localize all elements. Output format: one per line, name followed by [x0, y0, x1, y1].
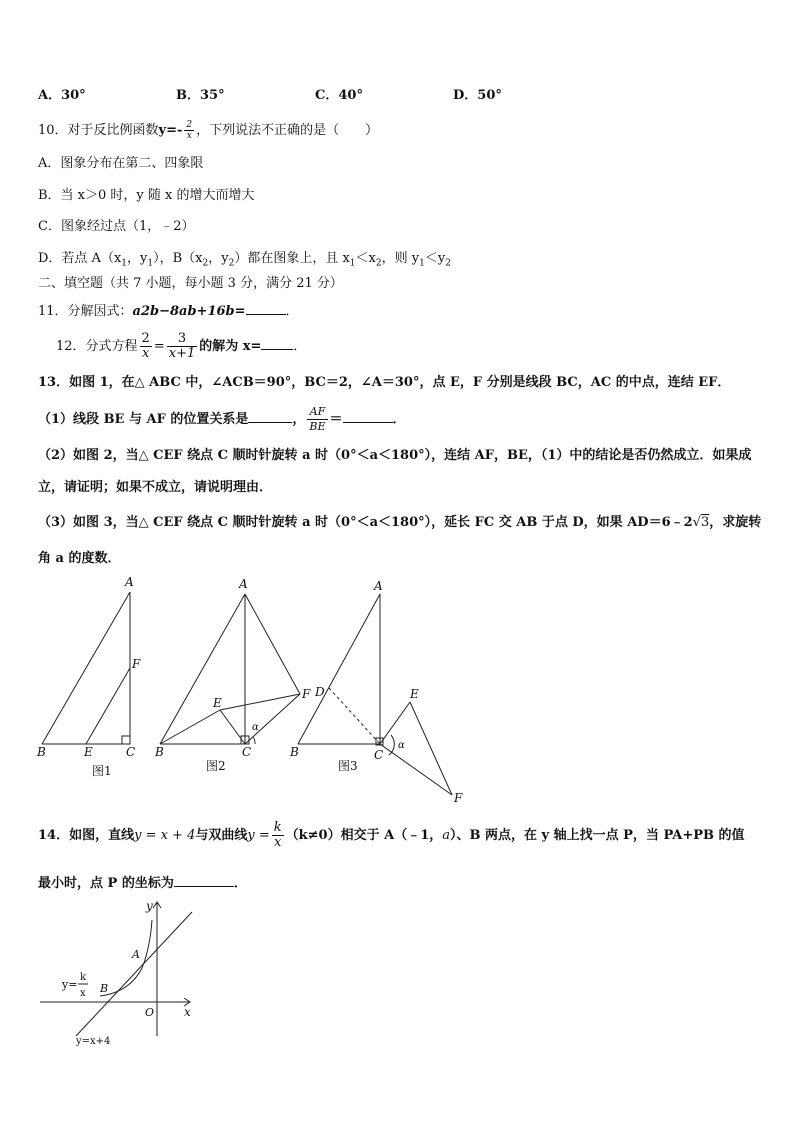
q12-end: ． — [293, 339, 307, 354]
q10-d-text: ＜x — [355, 251, 376, 266]
q10-stem-text: 10．对于反比例函数 — [38, 123, 159, 138]
q10-option-b: B．当 x＞0 时，y 随 x 的增大而增大 — [38, 188, 255, 203]
fig2-label-e: E — [213, 696, 222, 710]
fig1-label-a: A — [125, 575, 134, 589]
q10-frac-den: x — [186, 131, 192, 141]
fig14-label-x: x — [184, 1005, 191, 1019]
fig3-label-b: B — [290, 745, 299, 759]
fig3-segment-ef — [410, 702, 452, 795]
fig1-label-b: B — [37, 745, 46, 759]
q13-part3-line2: 角 a 的度数． — [38, 551, 121, 566]
fig14-line — [76, 912, 192, 1036]
q13-p1-blank-1[interactable] — [248, 410, 292, 423]
q14-line-eq: y = x + 4 — [134, 828, 196, 843]
q9-option-a: A．30° — [38, 88, 86, 103]
q10-d-text: ，y — [208, 251, 229, 266]
fig1-side-ab — [42, 592, 130, 744]
q14-mid: 与双曲线 — [195, 828, 248, 843]
q11-answer-blank[interactable] — [246, 302, 286, 315]
q13-figures — [0, 570, 794, 810]
fig2-side-ab — [160, 594, 245, 744]
q14-pre: 14．如图，直线 — [38, 828, 135, 843]
q10-d-text: ）都在图象上，且 x — [234, 251, 350, 266]
q13-fraction — [307, 405, 327, 434]
fig1-label-f: F — [132, 657, 141, 671]
q13-p1-eq: ＝ — [329, 412, 343, 427]
fig1-segment-ef — [86, 668, 130, 744]
fig3-label-d: D — [315, 685, 325, 699]
fig14-label-a: A — [132, 948, 140, 961]
q10-y: y= — [158, 123, 177, 138]
q12-rhs-num: 3 — [167, 332, 198, 347]
q10-d-sub: 2 — [228, 258, 235, 269]
fig14-line-label: y=x+4 — [76, 1036, 111, 1046]
fig14-hyp-label-k: k — [80, 972, 87, 983]
q11-pre: 11．分解因式： — [38, 304, 133, 319]
fig2-segment-cf — [245, 694, 300, 744]
fig3-label-a: A — [374, 579, 383, 593]
q12-eq: = — [153, 339, 165, 354]
q9-option-d: D．50° — [453, 88, 502, 103]
q14-hyp-fraction — [272, 821, 284, 850]
q12-lhs-num: 2 — [141, 331, 150, 346]
q13-p1-blank-2[interactable] — [343, 410, 393, 423]
fig3-label-e: E — [410, 687, 419, 701]
q10-option-a: A．图象分布在第二、四象限 — [38, 156, 204, 171]
q14-figure — [40, 896, 210, 1046]
q10-frac-num: 2 — [186, 120, 193, 130]
fig3-side-ab — [298, 594, 380, 744]
q10-d-sub: 1 — [349, 258, 356, 269]
q10-d-text: ，y — [127, 251, 148, 266]
fig14-label-y: y — [146, 899, 153, 913]
q10-fraction — [184, 120, 194, 141]
section-heading: 二、填空题（共 7 小题，每小题 3 分，满分 21 分） — [38, 276, 343, 291]
fig3-caption: 图3 — [338, 759, 358, 773]
q14-hyp-lhs: y = — [247, 828, 270, 843]
fig2-segment-ef — [220, 694, 300, 710]
q10-d-text: ），B（x — [153, 251, 203, 266]
fig3-angle-arc — [389, 735, 394, 755]
q13-part2-line1: （2）如图 2，当△ CEF 绕点 C 顺时针旋转 a 时（0°＜a＜180°），连结 AF，BE，（1）中的结论是否仍然成立．如果成 — [38, 448, 752, 463]
q11 — [38, 302, 299, 321]
q13-p1-end: ． — [392, 412, 406, 427]
q13-part2-line2: 立，请证明；如果不成立，请说明理由． — [38, 480, 273, 495]
q10-d-text: ，则 y — [381, 251, 420, 266]
q14-hyp-den: x — [274, 835, 282, 850]
q10-stem — [38, 120, 378, 141]
q12-pre: 12．分式方程 — [56, 339, 138, 354]
fig14-label-origin: O — [145, 1006, 155, 1019]
q13-p1-pre: （1）线段 BE 与 AF 的位置关系是 — [38, 412, 249, 427]
fig1-label-c: C — [126, 745, 136, 759]
q12-answer-blank[interactable] — [261, 337, 293, 350]
q12-rhs-fraction — [167, 332, 198, 361]
q13-frac-den: BE — [309, 420, 326, 433]
q12-lhs-fraction — [140, 332, 152, 361]
fig2-label-a: A — [239, 577, 248, 591]
q14-stem — [38, 818, 745, 854]
q11-expr: a2b−8ab+16b= — [132, 304, 246, 319]
q12 — [56, 330, 306, 364]
q14-a-var: a — [442, 828, 451, 843]
q12-post: 的解为 x= — [199, 339, 262, 354]
q12-rhs-den: x+1 — [168, 346, 196, 361]
q14-hyp-num: k — [273, 820, 282, 835]
q13-part1 — [38, 404, 406, 436]
q10-d-sub: 1 — [419, 258, 425, 269]
q14-post: ）、B 两点，在 y 轴上找一点 P，当 PA+PB 的值 — [450, 828, 745, 843]
sqrt-symbol: √ — [692, 515, 701, 530]
q14-cond: （k≠0）相交于 A（﹣1， — [285, 828, 443, 843]
fig1-label-e: E — [84, 745, 93, 759]
q13-sqrt-value: 3 — [700, 515, 710, 530]
q14-answer-blank[interactable] — [174, 874, 234, 887]
q10-d-sub: 2 — [375, 258, 382, 269]
q10-option-d — [38, 250, 451, 273]
q10-d-text: D．若点 A（x — [38, 251, 122, 266]
q14-line2 — [38, 874, 247, 893]
q10-neg: - — [177, 123, 183, 138]
q10-d-sub: 1 — [121, 258, 128, 269]
q13-p3-pre: （3）如图 3，当△ CEF 绕点 C 顺时针旋转 a 时（0°＜a＜180°），延长 FC 交 AB 于点 D，如果 AD＝6﹣2 — [38, 515, 693, 530]
fig2-segment-af — [245, 594, 300, 694]
q10-d-sub: 2 — [445, 258, 451, 269]
q10-d-sub: 1 — [147, 258, 154, 269]
q9-option-b: B．35° — [176, 88, 225, 103]
fig3-segment-cf — [380, 744, 452, 795]
q10-stem-post: ，下列说法不正确的是（ ） — [196, 123, 379, 138]
q14-line2-end: ． — [233, 876, 247, 891]
q14-line2-pre: 最小时，点 P 的坐标为 — [38, 876, 174, 891]
q10-option-c: C．图象经过点（1，﹣2） — [38, 219, 195, 234]
fig14-label-b: B — [100, 982, 109, 995]
q13-frac-num: AF — [307, 405, 327, 420]
q11-post: ． — [285, 304, 299, 319]
q13-stem: 13．如图 1，在△ ABC 中，∠ACB＝90°，BC＝2，∠A＝30°，点 E，F 分别是线段 BC，AC 的中点，连结 EF． — [38, 375, 731, 390]
fig2-caption: 图2 — [206, 759, 226, 773]
fig3-label-f: F — [454, 791, 463, 805]
fig1-right-angle-mark — [122, 736, 130, 744]
fig3-segment-dc-dashed — [329, 688, 380, 744]
q10-d-sub: 2 — [202, 258, 209, 269]
q13-part3-line1 — [38, 514, 761, 532]
fig2-label-c: C — [242, 745, 252, 759]
q10-d-text: ＜y — [424, 251, 446, 266]
fig14-hyp-label-x: x — [80, 988, 86, 999]
fig2-segment-be — [160, 710, 220, 744]
fig2-label-f: F — [302, 687, 311, 701]
fig2-label-alpha: α — [252, 722, 259, 733]
q9-option-c: C．40° — [315, 88, 363, 103]
q12-lhs-den: x — [142, 346, 150, 361]
fig1-caption: 图1 — [92, 764, 112, 778]
q13-p3-post: ，求旋转 — [709, 515, 762, 530]
fig2-angle-arc — [253, 737, 255, 744]
fig14-hyp-label-y: y= — [62, 978, 78, 991]
fig3-label-c: C — [374, 748, 384, 762]
fig2-label-b: B — [155, 745, 164, 759]
q13-p1-comma: ， — [292, 412, 306, 427]
fig3-label-alpha: α — [398, 740, 405, 751]
fig3-segment-ce — [380, 702, 410, 744]
